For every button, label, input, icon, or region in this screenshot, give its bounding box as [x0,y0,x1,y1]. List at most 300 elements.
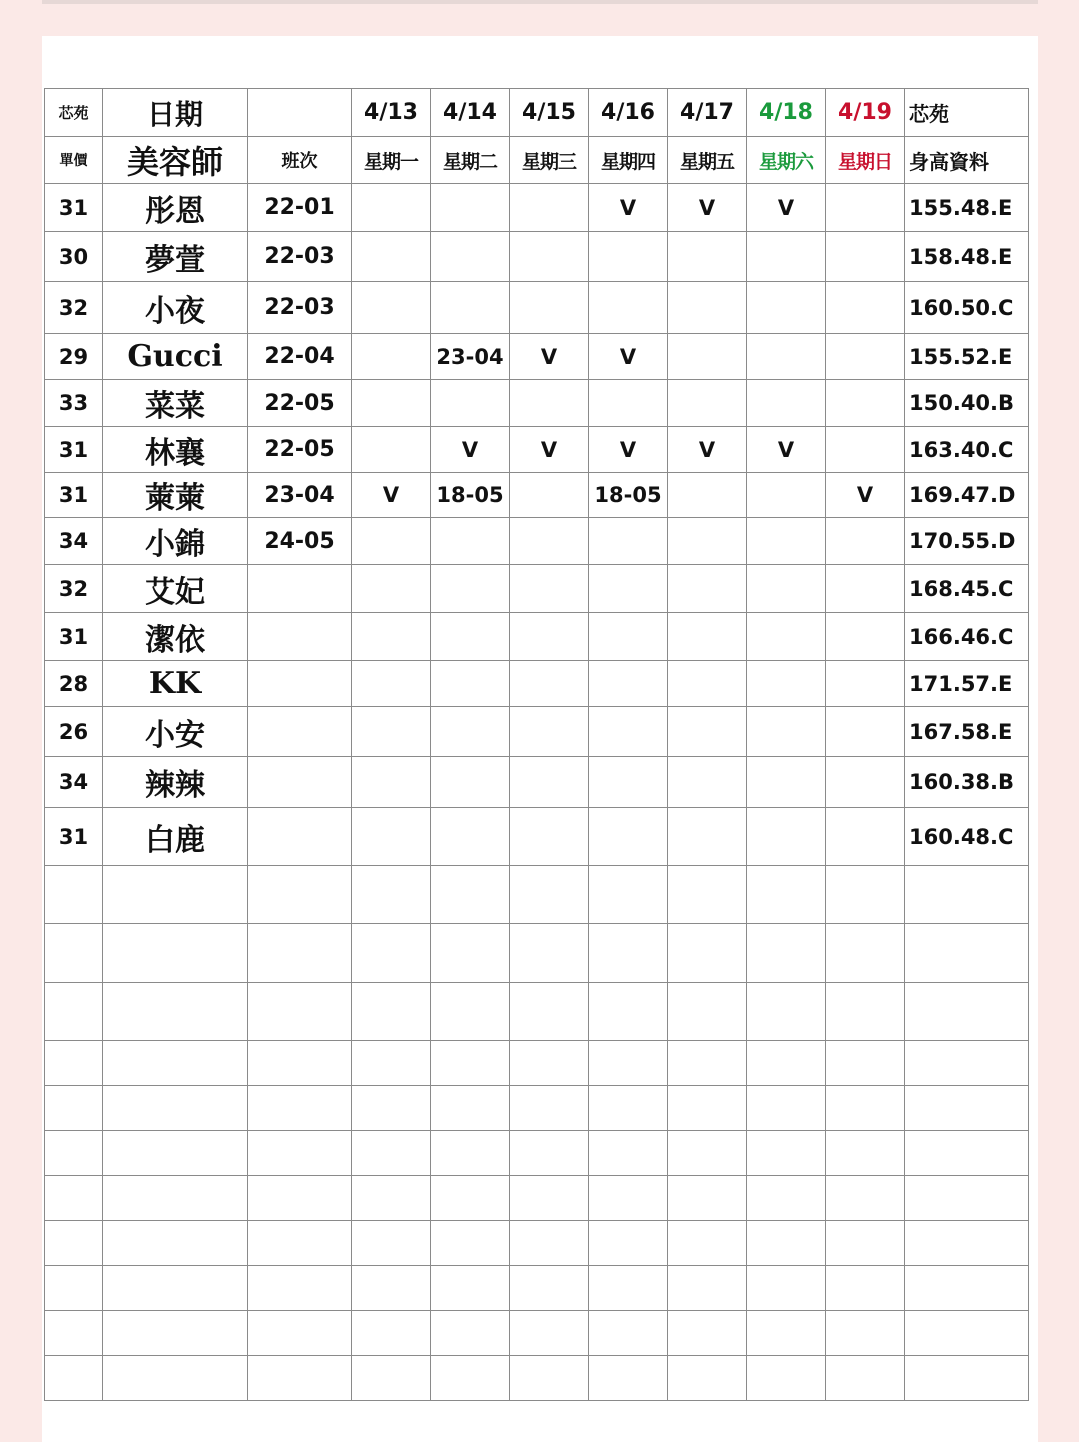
unit-price-cell: 28 [45,661,103,707]
stylist-name-cell: 辣辣 [103,757,248,808]
empty-cell [668,1356,747,1401]
unit-price-cell: 31 [45,613,103,661]
height-data-cell: 169.47.D [905,473,1029,518]
schedule-cell [352,427,431,473]
unit-price-cell: 31 [45,184,103,232]
empty-cell [589,924,668,983]
empty-cell [103,1086,248,1131]
empty-cell [103,866,248,924]
schedule-cell [431,282,510,334]
schedule-cell [431,808,510,866]
schedule-cell: V [589,334,668,380]
shift-cell: 22-05 [248,427,352,473]
schedule-cell [747,473,826,518]
empty-cell [45,924,103,983]
empty-cell [747,1311,826,1356]
schedule-cell [510,184,589,232]
empty-cell [668,1041,747,1086]
stylist-name-cell: 小安 [103,707,248,757]
stylist-label: 美容師 [103,137,248,184]
empty-cell [510,983,589,1041]
empty-cell [103,983,248,1041]
shift-cell: 22-05 [248,380,352,427]
table-row [45,334,1029,380]
schedule-sheet [42,36,1038,1442]
unit-price-cell: 33 [45,380,103,427]
header-row-dates [45,89,1029,137]
shift-cell [248,613,352,661]
schedule-cell: V [826,473,905,518]
table-row [45,232,1029,282]
schedule-cell: V [510,427,589,473]
empty-cell [905,983,1029,1041]
schedule-cell [431,757,510,808]
empty-cell [905,1221,1029,1266]
empty-cell [905,866,1029,924]
schedule-cell [826,427,905,473]
empty-cell [589,1176,668,1221]
empty-cell [431,1176,510,1221]
empty-cell [826,1266,905,1311]
empty-cell [510,1086,589,1131]
date-label: 日期 [103,89,248,137]
stylist-name-cell: 白鹿 [103,808,248,866]
schedule-table [44,88,1029,1401]
empty-cell [431,866,510,924]
empty-cell [510,1221,589,1266]
empty-cell [248,1131,352,1176]
empty-cell [589,1131,668,1176]
schedule-cell [589,282,668,334]
empty-cell [589,1266,668,1311]
empty-cell [747,1221,826,1266]
date-col-1: 4/13 [352,89,431,137]
unit-price-cell: 34 [45,757,103,808]
schedule-cell [668,334,747,380]
empty-cell [905,1176,1029,1221]
schedule-cell [668,518,747,565]
schedule-cell [589,808,668,866]
empty-cell [826,866,905,924]
shift-cell [248,661,352,707]
empty-cell [45,1176,103,1221]
empty-cell [826,1131,905,1176]
schedule-cell: V [747,427,826,473]
empty-cell [826,1041,905,1086]
empty-cell [431,1086,510,1131]
height-data-cell: 166.46.C [905,613,1029,661]
empty-cell [248,1311,352,1356]
unit-price-cell: 31 [45,427,103,473]
schedule-cell [826,661,905,707]
shift-cell: 22-04 [248,334,352,380]
stylist-name-cell: 潔依 [103,613,248,661]
shift-cell: 24-05 [248,518,352,565]
schedule-cell [668,473,747,518]
stylist-name-cell: 彤恩 [103,184,248,232]
empty-cell [431,1356,510,1401]
schedule-cell: V [510,334,589,380]
date-col-3: 4/15 [510,89,589,137]
height-data-cell: 160.50.C [905,282,1029,334]
empty-row [45,1356,1029,1401]
schedule-cell: V [668,184,747,232]
empty-cell [668,1311,747,1356]
empty-cell [352,866,431,924]
empty-cell [352,983,431,1041]
unit-price-cell: 34 [45,518,103,565]
schedule-cell [352,757,431,808]
empty-cell [747,1176,826,1221]
schedule-cell [510,808,589,866]
empty-cell [431,1221,510,1266]
schedule-cell [747,334,826,380]
header-row-weekdays [45,137,1029,184]
height-data-cell: 160.48.C [905,808,1029,866]
empty-cell [589,1221,668,1266]
schedule-cell: V [589,427,668,473]
unit-price-cell: 32 [45,565,103,613]
table-row [45,380,1029,427]
schedule-cell [589,707,668,757]
date-col-6: 4/18 [747,89,826,137]
schedule-cell: V [589,184,668,232]
empty-cell [431,924,510,983]
date-col-7: 4/19 [826,89,905,137]
height-data-cell: 168.45.C [905,565,1029,613]
schedule-cell [826,282,905,334]
schedule-cell [826,380,905,427]
table-row [45,661,1029,707]
empty-cell [510,1131,589,1176]
empty-cell [45,1086,103,1131]
schedule-cell [510,473,589,518]
empty-cell [248,1041,352,1086]
empty-cell [103,924,248,983]
empty-cell [510,1041,589,1086]
height-data-cell: 158.48.E [905,232,1029,282]
schedule-cell [826,232,905,282]
empty-cell [668,1086,747,1131]
schedule-cell [826,707,905,757]
empty-cell [352,1311,431,1356]
schedule-cell [352,707,431,757]
empty-row [45,1086,1029,1131]
empty-cell [826,1176,905,1221]
table-row [45,473,1029,518]
empty-row [45,1131,1029,1176]
empty-cell [905,1041,1029,1086]
empty-row [45,983,1029,1041]
empty-cell [589,1356,668,1401]
date-col-5: 4/17 [668,89,747,137]
unit-price-label: 單價 [45,137,103,184]
empty-cell [248,1086,352,1131]
weekday-col-2: 星期二 [431,137,510,184]
schedule-cell [747,808,826,866]
empty-cell [747,983,826,1041]
schedule-cell [747,282,826,334]
height-data-cell: 170.55.D [905,518,1029,565]
schedule-cell [589,380,668,427]
weekday-col-4: 星期四 [589,137,668,184]
empty-row [45,1221,1029,1266]
schedule-cell [510,518,589,565]
schedule-cell [352,565,431,613]
schedule-cell [589,613,668,661]
schedule-cell [826,334,905,380]
empty-cell [352,1356,431,1401]
empty-cell [510,1266,589,1311]
empty-cell [905,1266,1029,1311]
height-data-cell: 160.38.B [905,757,1029,808]
schedule-cell [747,232,826,282]
table-row [45,518,1029,565]
empty-cell [431,1131,510,1176]
schedule-cell [589,232,668,282]
shift-cell: 22-03 [248,232,352,282]
empty-cell [45,866,103,924]
empty-cell [905,1356,1029,1401]
table-row [45,613,1029,661]
empty-cell [747,1356,826,1401]
unit-price-cell: 30 [45,232,103,282]
empty-cell [352,1221,431,1266]
empty-cell [510,1176,589,1221]
top-strip [42,0,1038,4]
height-data-cell: 155.52.E [905,334,1029,380]
empty-cell [248,866,352,924]
empty-cell [45,1311,103,1356]
shift-cell [248,757,352,808]
empty-cell [589,1086,668,1131]
empty-cell [248,983,352,1041]
schedule-cell [747,518,826,565]
schedule-cell [826,613,905,661]
schedule-cell [826,565,905,613]
schedule-cell [352,232,431,282]
weekday-col-7: 星期日 [826,137,905,184]
schedule-cell [747,565,826,613]
empty-cell [352,1266,431,1311]
schedule-cell [826,184,905,232]
empty-cell [668,924,747,983]
schedule-cell [510,282,589,334]
empty-cell [668,866,747,924]
stylist-name-cell: 萰萰 [103,473,248,518]
schedule-cell [510,707,589,757]
weekday-col-3: 星期三 [510,137,589,184]
empty-cell [103,1176,248,1221]
empty-cell [248,1221,352,1266]
date-col-2: 4/14 [431,89,510,137]
empty-cell [905,1131,1029,1176]
empty-row [45,1311,1029,1356]
brand-right-label: 芯苑 [905,89,1029,137]
schedule-cell [352,282,431,334]
empty-cell [103,1356,248,1401]
schedule-cell [668,613,747,661]
schedule-cell: V [431,427,510,473]
stylist-name-cell: 菜菜 [103,380,248,427]
table-row [45,282,1029,334]
schedule-cell [510,661,589,707]
stylist-name-cell: 小錦 [103,518,248,565]
empty-cell [431,1041,510,1086]
schedule-cell [668,808,747,866]
empty-cell [431,1266,510,1311]
empty-cell [510,924,589,983]
schedule-cell [431,707,510,757]
schedule-cell [431,184,510,232]
schedule-cell: 23-04 [431,334,510,380]
schedule-cell [510,613,589,661]
schedule-cell [431,232,510,282]
schedule-cell [510,380,589,427]
height-label: 身高資料 [905,137,1029,184]
schedule-cell [352,380,431,427]
empty-cell [589,983,668,1041]
empty-cell [103,1041,248,1086]
empty-cell [103,1311,248,1356]
empty-cell [103,1221,248,1266]
shift-cell: 23-04 [248,473,352,518]
schedule-cell [668,380,747,427]
table-row [45,565,1029,613]
schedule-cell [747,380,826,427]
schedule-cell [668,707,747,757]
empty-row [45,1176,1029,1221]
height-data-cell: 150.40.B [905,380,1029,427]
schedule-cell [747,757,826,808]
empty-cell [431,1311,510,1356]
schedule-cell [352,518,431,565]
empty-cell [510,1311,589,1356]
schedule-cell [352,661,431,707]
unit-price-cell: 31 [45,473,103,518]
schedule-cell [747,707,826,757]
schedule-cell [352,184,431,232]
unit-price-cell: 32 [45,282,103,334]
schedule-cell [589,661,668,707]
schedule-cell [826,808,905,866]
height-data-cell: 163.40.C [905,427,1029,473]
stylist-name-cell: 林襄 [103,427,248,473]
empty-cell [352,1086,431,1131]
shift-label: 班次 [248,137,352,184]
schedule-cell [589,565,668,613]
schedule-cell [431,518,510,565]
empty-cell [668,1221,747,1266]
empty-cell [352,924,431,983]
weekday-col-6: 星期六 [747,137,826,184]
empty-cell [905,924,1029,983]
empty-cell [668,1176,747,1221]
empty-cell [905,1086,1029,1131]
empty-cell [103,1131,248,1176]
empty-cell [248,1356,352,1401]
schedule-cell [747,613,826,661]
schedule-cell [510,757,589,808]
empty-cell [510,866,589,924]
height-data-cell: 171.57.E [905,661,1029,707]
stylist-name-cell: KK [103,661,248,707]
empty-cell [826,1086,905,1131]
empty-cell [45,1041,103,1086]
schedule-cell [668,565,747,613]
empty-cell [826,1311,905,1356]
empty-cell [248,924,352,983]
table-row [45,757,1029,808]
schedule-cell [668,757,747,808]
empty-cell [352,1041,431,1086]
stylist-name-cell: Gucci [103,334,248,380]
empty-row [45,924,1029,983]
empty-cell [668,983,747,1041]
height-data-cell: 167.58.E [905,707,1029,757]
schedule-cell [431,380,510,427]
schedule-cell [352,808,431,866]
schedule-cell [431,613,510,661]
empty-cell [103,1266,248,1311]
empty-cell [589,1311,668,1356]
stylist-name-cell: 艾妃 [103,565,248,613]
empty-row [45,1266,1029,1311]
shift-cell: 22-01 [248,184,352,232]
date-col-4: 4/16 [589,89,668,137]
schedule-cell [668,232,747,282]
table-row [45,707,1029,757]
empty-cell [826,1221,905,1266]
schedule-cell: 18-05 [589,473,668,518]
schedule-cell: 18-05 [431,473,510,518]
empty-cell [826,924,905,983]
schedule-cell [431,565,510,613]
schedule-cell [352,334,431,380]
empty-cell [747,1041,826,1086]
unit-price-cell: 29 [45,334,103,380]
empty-cell [589,1041,668,1086]
shift-cell [248,565,352,613]
empty-row [45,1041,1029,1086]
empty-cell [248,1266,352,1311]
empty-cell [668,1266,747,1311]
schedule-cell [431,661,510,707]
schedule-cell [747,661,826,707]
weekday-col-1: 星期一 [352,137,431,184]
empty-cell [747,924,826,983]
empty-cell [45,1221,103,1266]
weekday-col-5: 星期五 [668,137,747,184]
schedule-cell [352,613,431,661]
empty-cell [747,866,826,924]
shift-cell [248,808,352,866]
empty-cell [510,1356,589,1401]
empty-cell [352,1176,431,1221]
schedule-cell [589,757,668,808]
empty-cell [747,1266,826,1311]
empty-cell [747,1086,826,1131]
empty-cell [45,1266,103,1311]
stylist-name-cell: 小夜 [103,282,248,334]
empty-cell [45,983,103,1041]
empty-header-cell [248,89,352,137]
schedule-cell: V [352,473,431,518]
empty-row [45,866,1029,924]
schedule-cell [510,232,589,282]
empty-cell [248,1176,352,1221]
empty-cell [431,983,510,1041]
